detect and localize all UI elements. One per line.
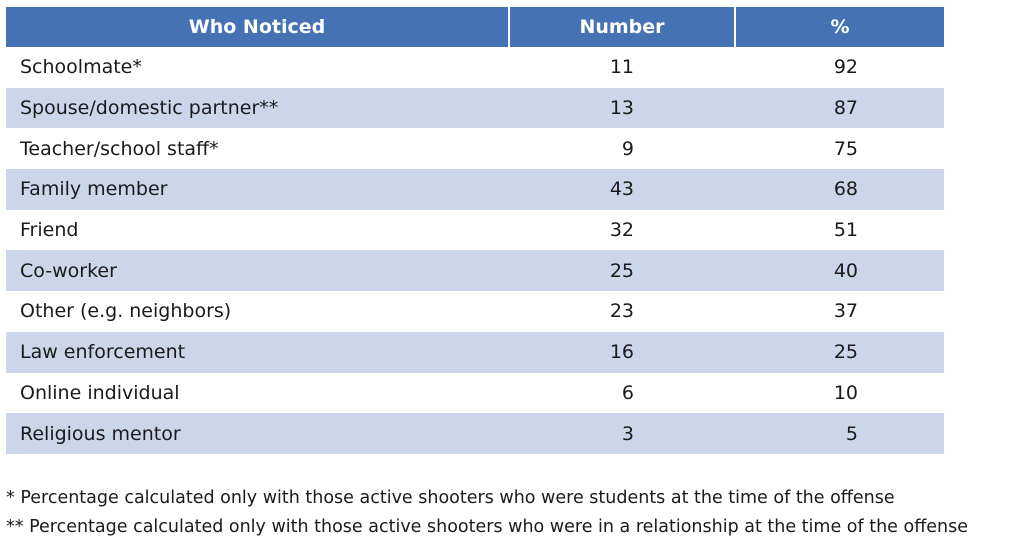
table-row <box>6 169 944 210</box>
cell-number: 3 <box>621 422 634 445</box>
cell-percent: 92 <box>833 56 858 79</box>
cell-who-noticed: Spouse/domestic partner** <box>20 97 279 120</box>
table-row <box>6 128 944 169</box>
cell-who-noticed: Friend <box>20 219 79 242</box>
footnote-students: * Percentage calculated only with those active shooters who were students at the time of the offense <box>6 488 895 508</box>
cell-who-noticed: Other (e.g. neighbors) <box>20 300 232 323</box>
cell-percent: 40 <box>833 259 858 282</box>
cell-number: 6 <box>621 381 634 404</box>
cell-percent: 5 <box>845 422 858 445</box>
footnotes <box>6 484 1021 542</box>
cell-percent: 25 <box>833 341 858 364</box>
cell-percent: 51 <box>833 219 858 242</box>
table-row <box>6 413 944 454</box>
cell-number: 43 <box>609 178 634 201</box>
cell-who-noticed: Teacher/school staff* <box>20 137 219 160</box>
table-row <box>6 332 944 373</box>
cell-number: 25 <box>609 259 634 282</box>
cell-who-noticed: Online individual <box>20 381 180 404</box>
cell-who-noticed: Family member <box>20 178 168 201</box>
cell-who-noticed: Schoolmate* <box>20 56 142 79</box>
table-row <box>6 210 944 251</box>
cell-percent: 68 <box>833 178 858 201</box>
cell-number: 23 <box>609 300 634 323</box>
header-percent: % <box>734 7 944 47</box>
footnote-relationship: ** Percentage calculated only with those active shooters who were in a relationship at the time of the offense <box>6 517 969 537</box>
table-row <box>6 47 944 88</box>
cell-number: 9 <box>621 137 634 160</box>
cell-who-noticed: Law enforcement <box>20 341 186 364</box>
who-noticed-table <box>6 7 944 454</box>
table-row <box>6 250 944 291</box>
header-number: Number <box>508 7 734 47</box>
cell-who-noticed: Co-worker <box>20 259 117 282</box>
cell-percent: 37 <box>833 300 858 323</box>
header-who-noticed: Who Noticed <box>188 16 326 38</box>
table-header-row <box>6 7 944 47</box>
cell-number: 16 <box>609 341 634 364</box>
cell-who-noticed: Religious mentor <box>20 422 181 445</box>
cell-percent: 75 <box>833 137 858 160</box>
cell-number: 13 <box>609 97 634 120</box>
cell-percent: 10 <box>833 381 858 404</box>
cell-percent: 87 <box>833 97 858 120</box>
table-row <box>6 291 944 332</box>
table-body <box>6 47 944 454</box>
cell-number: 11 <box>609 56 634 79</box>
table-row <box>6 88 944 129</box>
table-row <box>6 373 944 414</box>
cell-number: 32 <box>609 219 634 242</box>
